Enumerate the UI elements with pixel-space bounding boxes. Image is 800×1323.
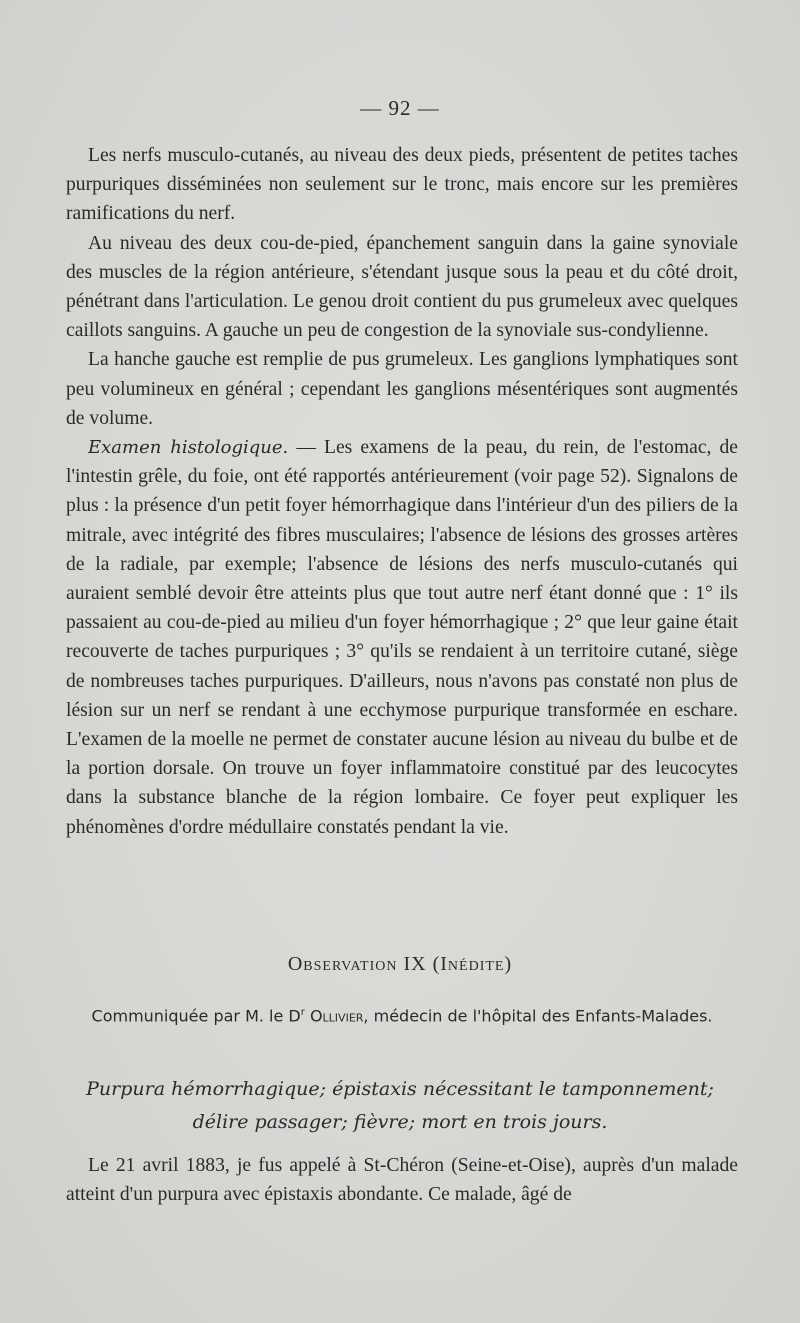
paragraph-nerfs: Les nerfs musculo-cutanés, au niveau des deux pieds, présentent de petites taches purpuriques disséminées non seulement sur le tronc, mais encore sur les premières ramifications du nerf. [66,145,738,225]
communicated-prefix: Communiquée par M. le D [91,1006,301,1026]
exam-heading: Examen histologique. [88,437,289,459]
paragraph-cou-de-pied: Au niveau des deux cou-de-pied, épanchement sanguin dans la gaine synoviale des muscles de la région antérieure, s'étendant jusque sous la peau et du côté droit, pénétrant dans l'articulation. Le genou droit contient du pus grumeleux avec quelques caillots sanguins. A gauche un peu de congestion de la synoviale sus-condylienne. [66,232,738,342]
page-number: — 92 — [360,96,440,120]
communicated-suffix: médecin de l'hôpital des Enfants-Malades. [368,1006,713,1026]
communicated-sup: r [300,1007,305,1018]
observation-title [0,953,800,976]
communicated-name: Ollivier, [304,1006,369,1026]
exam-text: — Les examens de la peau, du rein, de l'estomac, de l'intestin grêle, du foie, ont été rapportés antérieurement (voir page 52). Signalons de plus : la présence d'un petit foyer hémorrhagique dans l'intérieur d'un des piliers de la mitrale, avec intégrité des fibres musculaires; l'absence de lésions des grosses artères de la radiale, par exemple; l'absence de lésions des nerfs musculo-cutanés qui auraient semblé devoir être atteints plus que tout autre nerf étant donné que : 1° ils passaient au cou-de-pied au milieu d'un foyer hémorrhagique ; 2° que leur gaine était recouverte de taches purpuriques ; 3° qu'ils se rendaient à un territoire cutané, siège de nombreuses taches purpuriques. D'ailleurs, nous n'avons pas constaté non plus de lésion sur un nerf se rendant à une ecchymose purpurique transformée en eschare. L'examen de la moelle ne permet de constater aucune lésion au niveau du bulbe et de la portion dorsale. On trouve un foyer inflammatoire constitué par des leucocytes dans la substance blanche de la région lombaire. Ce foyer peut expliquer les phénomènes d'ordre médullaire constatés pendant la vie. [66,437,738,838]
paragraph-hanche: La hanche gauche est remplie de pus grumeleux. Les ganglions lymphatiques sont peu volumineux en général ; cependant les ganglions mésentériques sont augmentés de volume. [66,349,738,429]
paragraph-observation-start: Le 21 avril 1883, je fus appelé à St-Chéron (Seine-et-Oise), auprès d'un malade atteint d'un purpura avec épistaxis abondante. Ce malade, âgé de [66,1155,738,1206]
paragraph-examen [66,433,738,842]
observation-title-text: Observation IX (Inédite) [287,953,513,975]
main-text [66,141,738,842]
observation-subtitle [50,1073,750,1139]
communicated-by [66,1000,738,1029]
subtitle-line-2: délire passager; fièvre; mort en trois jours. [192,1111,608,1133]
observation-text [66,1151,738,1209]
subtitle-line-1: Purpura hémorrhagique; épistaxis nécessitant le tamponnement; [86,1078,714,1100]
